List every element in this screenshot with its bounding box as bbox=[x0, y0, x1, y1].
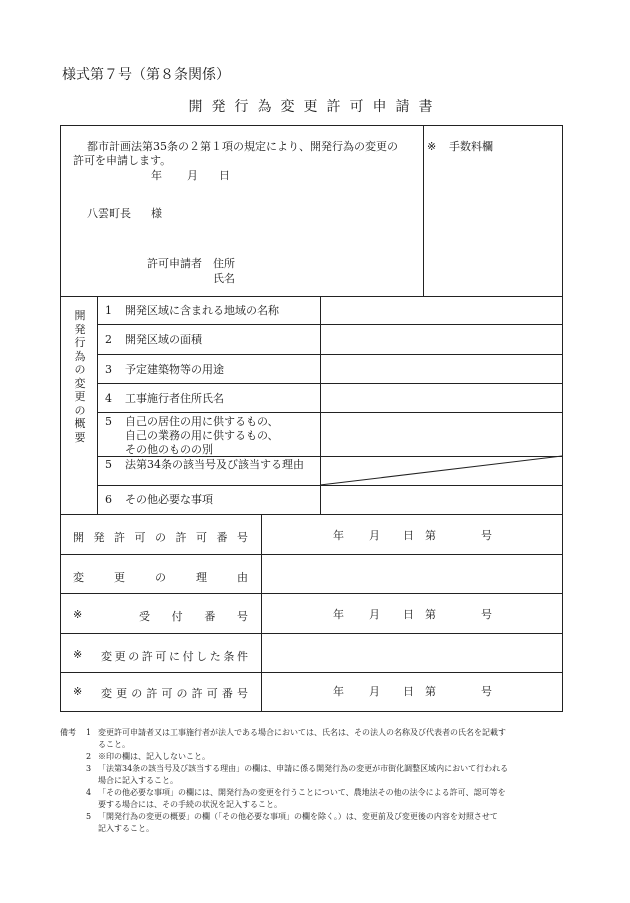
overview-item-num: 2 bbox=[105, 333, 112, 346]
date-year: 年 bbox=[333, 608, 344, 621]
note-number: 3 bbox=[86, 764, 92, 773]
overview-side-label: 開発行為の変更の概要 bbox=[74, 309, 86, 444]
note-number: 5 bbox=[86, 812, 92, 821]
number-prefix: 第 bbox=[425, 685, 436, 698]
receipt-mark: ※ bbox=[73, 608, 83, 621]
date-month: 月 bbox=[369, 608, 380, 621]
note-number: 4 bbox=[86, 788, 92, 797]
note-item bbox=[60, 763, 570, 787]
overview-item-num: 1 bbox=[105, 304, 112, 317]
overview-item-num: 4 bbox=[105, 392, 112, 405]
applicant-label: 許可申請者 bbox=[147, 257, 202, 270]
note-text: 記入すること。 bbox=[98, 824, 154, 833]
number-suffix: 号 bbox=[481, 529, 492, 542]
number-suffix: 号 bbox=[481, 608, 492, 621]
note-item bbox=[60, 751, 570, 763]
date-year: 年 bbox=[333, 529, 344, 542]
overview-item-label: 開発区域の面積 bbox=[125, 333, 202, 346]
application-form-table bbox=[60, 125, 563, 712]
overview-item-label: 自己の居住の用に供するもの、 bbox=[125, 415, 279, 428]
number-prefix: 第 bbox=[425, 529, 436, 542]
notes-section bbox=[60, 727, 570, 835]
overview-item-label: その他のものの別 bbox=[125, 443, 213, 456]
fee-mark: ※ bbox=[427, 140, 437, 153]
change-permit-number-label: 変 更 の 許 可 の 許 可 番 号 bbox=[101, 687, 248, 700]
note-text: 場合に記入すること。 bbox=[98, 776, 178, 785]
number-prefix: 第 bbox=[425, 608, 436, 621]
intro-line-2: 許可を申請します。 bbox=[73, 154, 172, 167]
note-item bbox=[60, 787, 570, 811]
diagonal-strike bbox=[320, 456, 562, 485]
fee-divider bbox=[423, 126, 424, 296]
note-text: 変更許可申請者又は工事施行者が法人である場合においては、氏名は、その法人の名称及び代表者の氏名を記載す bbox=[98, 728, 506, 737]
permit-number-label: 開 発 許 可 の 許 可 番 号 bbox=[73, 531, 248, 544]
intro-line-1: 都市計画法第35条の２第１項の規定により、開発行為の変更の bbox=[87, 140, 398, 153]
conditions-label: 変 更 の 許 可 に 付 し た 条 件 bbox=[101, 650, 248, 663]
overview-item-label: 開発区域に含まれる地域の名称 bbox=[125, 304, 279, 317]
overview-item-num: 6 bbox=[105, 493, 112, 506]
number-suffix: 号 bbox=[481, 685, 492, 698]
date-year: 年 bbox=[151, 169, 162, 182]
fee-label: 手数料欄 bbox=[449, 140, 493, 153]
note-number: 1 bbox=[86, 728, 92, 737]
note-text: 「法第34条の該当号及び該当する理由」の欄は、申請に係る開発行為の変更が市街化調整区域内において行われる bbox=[98, 764, 509, 773]
page-title: 開発行為変更許可申請書 bbox=[188, 99, 442, 115]
overview-item-label: その他必要な事項 bbox=[125, 493, 213, 506]
overview-item-label: 自己の業務の用に供するもの、 bbox=[125, 429, 279, 442]
addressee: 八雲町長 bbox=[87, 207, 131, 220]
date-month: 月 bbox=[369, 529, 380, 542]
date-day: 日 bbox=[219, 169, 230, 182]
date-day: 日 bbox=[403, 529, 414, 542]
name-label: 氏名 bbox=[213, 272, 235, 285]
conditions-mark: ※ bbox=[73, 648, 83, 661]
overview-item-label: 法第34条の該当号及び該当する理由 bbox=[125, 458, 304, 471]
change-reason-label: 変 更 の 理 由 bbox=[73, 571, 248, 584]
note-text: 「その他必要な事項」の欄には、開発行為の変更を行うことについて、農地法その他の法令による許可、認可等を bbox=[98, 788, 506, 797]
overview-item-label: 工事施行者住所氏名 bbox=[125, 392, 224, 405]
note-text: ※印の欄は、記入しないこと。 bbox=[98, 752, 210, 761]
date-day: 日 bbox=[403, 608, 414, 621]
date-month: 月 bbox=[187, 169, 198, 182]
overview-item-num: 5 bbox=[105, 415, 112, 428]
note-text: 「開発行為の変更の概要」の欄（「その他必要な事項」の欄を除く。）は、変更前及び変更後の内容を対照させて bbox=[98, 812, 498, 821]
note-text: 要する場合には、その手続の状況を記入すること。 bbox=[98, 800, 282, 809]
note-item bbox=[60, 727, 570, 751]
notes-heading: 備考 bbox=[60, 728, 76, 737]
note-number: 2 bbox=[86, 752, 92, 761]
overview-item-num: 5 bbox=[105, 458, 112, 471]
note-item bbox=[60, 811, 570, 835]
change-permit-mark: ※ bbox=[73, 685, 83, 698]
form-id: 様式第７号（第８条関係） bbox=[62, 67, 230, 83]
date-year: 年 bbox=[333, 685, 344, 698]
receipt-number-label: 受 付 番 号 bbox=[139, 610, 248, 623]
note-text: ること。 bbox=[98, 740, 130, 749]
date-day: 日 bbox=[403, 685, 414, 698]
date-month: 月 bbox=[369, 685, 380, 698]
honorific: 様 bbox=[151, 207, 162, 220]
address-label: 住所 bbox=[213, 257, 235, 270]
overview-item-label: 予定建築物等の用途 bbox=[125, 363, 224, 376]
overview-item-num: 3 bbox=[105, 363, 112, 376]
